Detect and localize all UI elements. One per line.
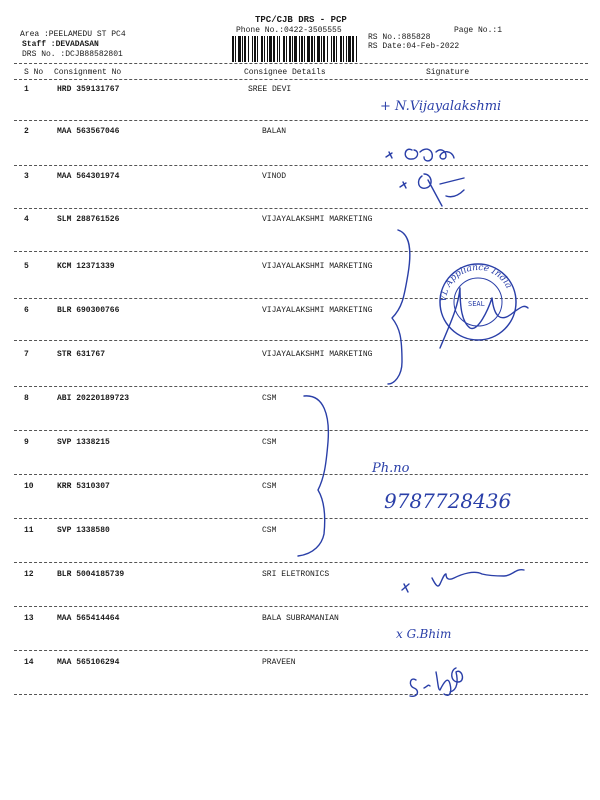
document-title: TPC/CJB DRS - PCP	[255, 15, 347, 25]
signature-row-3	[400, 174, 464, 206]
page-number: Page No.:1	[454, 26, 503, 35]
row-consignee: VINOD	[262, 172, 287, 181]
col-consignee: Consignee Details	[244, 68, 326, 77]
row-consignment-no: STR 631767	[57, 350, 106, 359]
row-consignment-no: MAA 564301974	[57, 172, 120, 181]
row-sno: 12	[24, 570, 34, 579]
row-consignment-no: MAA 565414464	[57, 614, 120, 623]
row-sno: 1	[24, 85, 29, 94]
row-consignment-no: KRR 5310307	[57, 482, 110, 491]
signature-row-14	[410, 668, 462, 696]
row-consignee: PRAVEEN	[262, 658, 296, 667]
row-consignee: BALAN	[262, 127, 287, 136]
rs-number: RS No.:885828	[368, 33, 431, 42]
signature-row-1: + N.Vijayalakshmi	[380, 99, 502, 114]
row-consignment-no: MAA 563567046	[57, 127, 120, 136]
signature-row-2	[386, 149, 454, 161]
row-consignee: CSM	[262, 482, 277, 491]
company-stamp	[439, 263, 516, 340]
phone-number-row-10: 9787728436	[384, 489, 512, 513]
row-sno: 4	[24, 215, 29, 224]
row-consignment-no: KCM 12371339	[57, 262, 115, 271]
row-consignee: CSM	[262, 526, 277, 535]
row-sno: 14	[24, 658, 34, 667]
row-consignment-no: ABI 20220189723	[57, 394, 130, 403]
row-sno: 11	[24, 526, 34, 535]
rs-date: RS Date:04-Feb-2022	[368, 42, 460, 51]
row-consignee: VIJAYALAKSHMI MARKETING	[262, 262, 373, 271]
row-consignee: CSM	[262, 394, 277, 403]
col-signature: Signature	[426, 68, 470, 77]
signature-row-12	[402, 570, 524, 592]
row-sno: 13	[24, 614, 34, 623]
col-consignment: Consignment No	[54, 68, 122, 77]
row-consignee: VIJAYALAKSHMI MARKETING	[262, 350, 373, 359]
staff-label: Staff :DEVADASAN	[22, 40, 99, 49]
col-sno: S No	[24, 68, 44, 77]
row-consignment-no: SLM 288761526	[57, 215, 120, 224]
row-sno: 6	[24, 306, 29, 315]
row-sno: 5	[24, 262, 29, 271]
row-consignee: VIJAYALAKSHMI MARKETING	[262, 215, 373, 224]
row-consignment-no: BLR 5004185739	[57, 570, 125, 579]
row-consignee: SREE DEVI	[248, 85, 292, 94]
row-consignment-no: MAA 565106294	[57, 658, 120, 667]
row-sno: 3	[24, 172, 29, 181]
row-consignee: CSM	[262, 438, 277, 447]
row-sno: 2	[24, 127, 29, 136]
stamp-center: SEAL	[468, 300, 485, 308]
row-consignee: BALA SUBRAMANIAN	[262, 614, 339, 623]
drs-number: DRS No. :DCJB88582801	[22, 50, 123, 59]
area-label: Area :PEELAMEDU ST PC4	[20, 30, 126, 39]
row-consignment-no: HRD 359131767	[57, 85, 120, 94]
phone-number: Phone No.:0422-3505555	[236, 26, 342, 35]
row-sno: 10	[24, 482, 34, 491]
row-consignment-no: SVP 1338580	[57, 526, 110, 535]
stamp-text: VL Appliance India	[438, 262, 514, 303]
row-consignee: SRI ELETRONICS	[262, 570, 330, 579]
row-sno: 8	[24, 394, 29, 403]
signature-row-13: x G.Bhim	[396, 627, 452, 641]
phone-label-row-10: Ph.no	[372, 461, 410, 476]
row-sno: 9	[24, 438, 29, 447]
brace-rows-4-7	[388, 230, 410, 384]
row-sno: 7	[24, 350, 29, 359]
brace-rows-8-11	[298, 396, 328, 556]
row-consignee: VIJAYALAKSHMI MARKETING	[262, 306, 373, 315]
row-consignment-no: SVP 1338215	[57, 438, 110, 447]
row-consignment-no: BLR 690300766	[57, 306, 120, 315]
